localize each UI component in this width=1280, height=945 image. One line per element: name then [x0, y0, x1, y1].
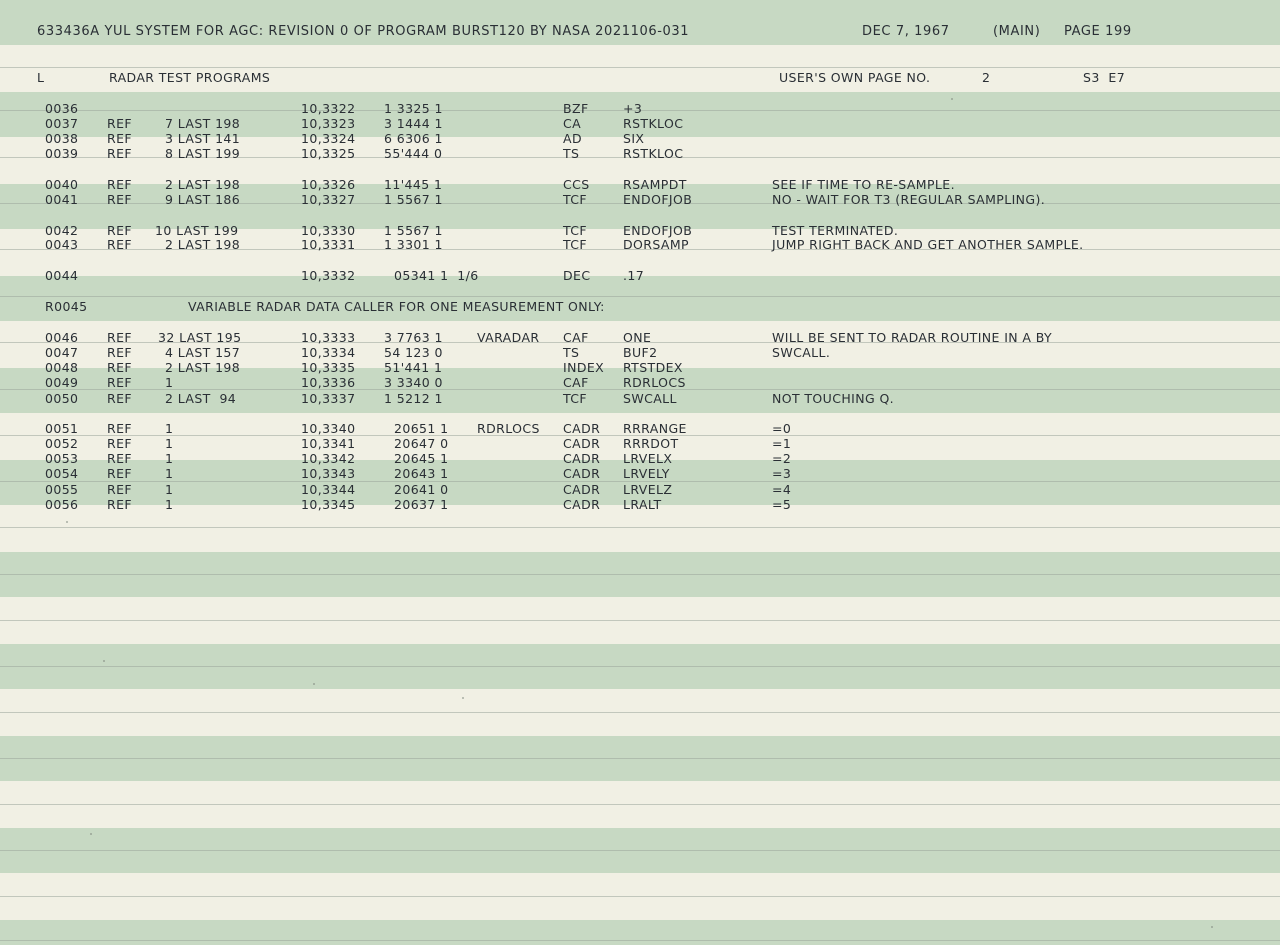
row	[0, 375, 1280, 390]
ref-info: 4 LAST 157	[165, 345, 241, 360]
comment: =1	[772, 436, 792, 451]
card-number: 0048	[45, 360, 79, 375]
symbol-label: RDRLOCS	[477, 421, 540, 436]
log-section-title: RADAR TEST PROGRAMS	[109, 70, 271, 85]
card-number: 0044	[45, 268, 79, 283]
header-page: PAGE 199	[1064, 24, 1132, 39]
row	[0, 223, 1280, 238]
octal-word: 6 6306 1	[384, 131, 443, 146]
comment: =2	[772, 451, 792, 466]
ref-tag: REF	[107, 391, 132, 406]
row	[0, 436, 1280, 451]
row	[0, 360, 1280, 375]
address: 10,3326	[301, 177, 356, 192]
card-number: 0041	[45, 192, 79, 207]
octal-word: 20645 1	[394, 451, 449, 466]
opcode: INDEX	[563, 360, 605, 375]
header-section: (MAIN)	[993, 24, 1041, 39]
paper-rule	[0, 296, 1280, 297]
own-page-number: 2	[982, 70, 991, 85]
octal-word: 1 5567 1	[384, 192, 443, 207]
comment: =4	[772, 482, 792, 497]
paper-speck	[103, 660, 105, 662]
address: 10,3324	[301, 131, 356, 146]
card-number: 0038	[45, 131, 79, 146]
comment: TEST TERMINATED.	[772, 223, 899, 238]
ref-info: 2 LAST 198	[165, 360, 241, 375]
paper-speck	[1211, 926, 1213, 928]
comment: SWCALL.	[772, 345, 831, 360]
ref-info: 1	[165, 451, 174, 466]
log-mark: L	[37, 70, 45, 85]
address: 10,3337	[301, 391, 356, 406]
opcode: CADR	[563, 451, 601, 466]
octal-word: 1 5212 1	[384, 391, 443, 406]
ref-info: 1	[165, 375, 174, 390]
ref-info: 10 LAST 199	[155, 223, 239, 238]
ref-info: 1	[165, 436, 174, 451]
operand: RDRLOCS	[623, 375, 686, 390]
operand: ONE	[623, 330, 652, 345]
row	[0, 268, 1280, 283]
card-number: 0049	[45, 375, 79, 390]
operand: SWCALL	[623, 391, 677, 406]
octal-word: 54 123 0	[384, 345, 443, 360]
card-number: 0051	[45, 421, 79, 436]
operand: DORSAMP	[623, 237, 689, 252]
address: 10,3340	[301, 421, 356, 436]
opcode: TCF	[563, 223, 588, 238]
row	[0, 146, 1280, 161]
card-number: 0053	[45, 451, 79, 466]
paper-rule	[0, 527, 1280, 528]
row	[0, 330, 1280, 345]
address: 10,3333	[301, 330, 356, 345]
opcode: CCS	[563, 177, 590, 192]
ref-tag: REF	[107, 375, 132, 390]
opcode: TCF	[563, 391, 588, 406]
paper-rule	[0, 758, 1280, 759]
ref-tag: REF	[107, 146, 132, 161]
ref-tag: REF	[107, 223, 132, 238]
operand: ENDOFJOB	[623, 192, 693, 207]
card-number: 0036	[45, 101, 79, 116]
card-number: 0040	[45, 177, 79, 192]
ref-info: 9 LAST 186	[165, 192, 241, 207]
opcode: CA	[563, 116, 582, 131]
paper-speck	[90, 833, 92, 835]
paper-rule	[0, 850, 1280, 851]
opcode: TS	[563, 146, 580, 161]
address: 10,3344	[301, 482, 356, 497]
opcode: CADR	[563, 421, 601, 436]
opcode: CADR	[563, 436, 601, 451]
octal-word: 1 3325 1	[384, 101, 443, 116]
paper-speck	[462, 697, 464, 699]
row	[0, 131, 1280, 146]
ref-tag: REF	[107, 482, 132, 497]
comment: JUMP RIGHT BACK AND GET ANOTHER SAMPLE.	[772, 237, 1084, 252]
operand: ENDOFJOB	[623, 223, 693, 238]
row	[0, 482, 1280, 497]
ref-tag: REF	[107, 436, 132, 451]
row	[0, 192, 1280, 207]
ref-info: 7 LAST 198	[165, 116, 241, 131]
symbol-label: VARADAR	[477, 330, 540, 345]
row	[0, 391, 1280, 406]
card-number: 0054	[45, 466, 79, 481]
operand: RSTKLOC	[623, 116, 684, 131]
comment: =0	[772, 421, 792, 436]
row	[0, 421, 1280, 436]
paper-rule	[0, 712, 1280, 713]
card-number: 0055	[45, 482, 79, 497]
ref-tag: REF	[107, 116, 132, 131]
ref-tag: REF	[107, 451, 132, 466]
address: 10,3325	[301, 146, 356, 161]
address: 10,3345	[301, 497, 356, 512]
ref-tag: REF	[107, 177, 132, 192]
octal-word: 11'445 1	[384, 177, 443, 192]
ref-tag: REF	[107, 497, 132, 512]
octal-word: 55'444 0	[384, 146, 443, 161]
ref-info: 1	[165, 482, 174, 497]
address: 10,3331	[301, 237, 356, 252]
comment: WILL BE SENT TO RADAR ROUTINE IN A BY	[772, 330, 1053, 345]
ref-tag: REF	[107, 330, 132, 345]
opcode: TCF	[563, 192, 588, 207]
card-number: 0039	[45, 146, 79, 161]
octal-word: 51'441 1	[384, 360, 443, 375]
paper-rule	[0, 666, 1280, 667]
paper-rule	[0, 620, 1280, 621]
octal-word: 3 7763 1	[384, 330, 443, 345]
section-card-number: R0045	[45, 299, 88, 314]
own-page-label: USER'S OWN PAGE NO.	[779, 70, 931, 85]
paper-speck	[313, 683, 315, 685]
opcode: CAF	[563, 330, 589, 345]
row	[0, 177, 1280, 192]
operand: BUF2	[623, 345, 658, 360]
opcode: TCF	[563, 237, 588, 252]
address: 10,3334	[301, 345, 356, 360]
octal-word: 3 3340 0	[384, 375, 443, 390]
ref-info: 1	[165, 497, 174, 512]
row	[0, 497, 1280, 512]
octal-word: 20647 0	[394, 436, 449, 451]
paper-rule	[0, 67, 1280, 68]
octal-word: 20643 1	[394, 466, 449, 481]
section-title: VARIABLE RADAR DATA CALLER FOR ONE MEASUREMENT ONLY:	[188, 299, 605, 314]
address: 10,3323	[301, 116, 356, 131]
octal-word: 1 3301 1	[384, 237, 443, 252]
operand: LRVELX	[623, 451, 673, 466]
paper-rule	[0, 574, 1280, 575]
card-number: 0056	[45, 497, 79, 512]
card-number: 0042	[45, 223, 79, 238]
ref-tag: REF	[107, 345, 132, 360]
comment: =5	[772, 497, 792, 512]
paper-speck	[951, 98, 953, 100]
log-code: S3 E7	[1083, 70, 1126, 85]
ref-tag: REF	[107, 237, 132, 252]
operand: RRRANGE	[623, 421, 687, 436]
paper-speck	[66, 521, 68, 523]
address: 10,3332	[301, 268, 356, 283]
header-title: 633436A YUL SYSTEM FOR AGC: REVISION 0 OF PROGRAM BURST120 BY NASA 2021106-031	[37, 24, 690, 39]
comment: SEE IF TIME TO RE-SAMPLE.	[772, 177, 955, 192]
card-number: 0043	[45, 237, 79, 252]
ref-info: 3 LAST 141	[165, 131, 241, 146]
opcode: CADR	[563, 482, 601, 497]
octal-word: 20651 1	[394, 421, 449, 436]
row	[0, 116, 1280, 131]
octal-word: 20637 1	[394, 497, 449, 512]
ref-tag: REF	[107, 131, 132, 146]
address: 10,3343	[301, 466, 356, 481]
card-number: 0047	[45, 345, 79, 360]
operand: LRVELZ	[623, 482, 673, 497]
header-date: DEC 7, 1967	[862, 24, 950, 39]
opcode: DEC	[563, 268, 591, 283]
address: 10,3322	[301, 101, 356, 116]
operand: LRALT	[623, 497, 662, 512]
comment: =3	[772, 466, 792, 481]
ref-info: 1	[165, 466, 174, 481]
row	[0, 451, 1280, 466]
octal-word: 3 1444 1	[384, 116, 443, 131]
opcode: CAF	[563, 375, 589, 390]
ref-tag: REF	[107, 360, 132, 375]
operand: +3	[623, 101, 643, 116]
paper-rule	[0, 940, 1280, 941]
comment: NO - WAIT FOR T3 (REGULAR SAMPLING).	[772, 192, 1046, 207]
octal-word: 1 5567 1	[384, 223, 443, 238]
operand: SIX	[623, 131, 645, 146]
card-number: 0046	[45, 330, 79, 345]
operand: RSAMPDT	[623, 177, 687, 192]
operand: LRVELY	[623, 466, 670, 481]
operand: RRRDOT	[623, 436, 679, 451]
operand: .17	[623, 268, 645, 283]
address: 10,3341	[301, 436, 356, 451]
ref-info: 2 LAST 198	[165, 177, 241, 192]
card-number: 0037	[45, 116, 79, 131]
octal-word: 05341 1 1/6	[394, 268, 479, 283]
row	[0, 466, 1280, 481]
opcode: TS	[563, 345, 580, 360]
ref-info: 8 LAST 199	[165, 146, 241, 161]
row	[0, 345, 1280, 360]
address: 10,3342	[301, 451, 356, 466]
opcode: CADR	[563, 466, 601, 481]
address: 10,3330	[301, 223, 356, 238]
address: 10,3336	[301, 375, 356, 390]
row	[0, 237, 1280, 252]
address: 10,3327	[301, 192, 356, 207]
ref-info: 32 LAST 195	[158, 330, 242, 345]
paper-rule	[0, 896, 1280, 897]
operand: RTSTDEX	[623, 360, 683, 375]
row	[0, 101, 1280, 116]
ref-info: 2 LAST 198	[165, 237, 241, 252]
octal-word: 20641 0	[394, 482, 449, 497]
address: 10,3335	[301, 360, 356, 375]
paper-rule	[0, 804, 1280, 805]
ref-tag: REF	[107, 192, 132, 207]
card-number: 0052	[45, 436, 79, 451]
opcode: BZF	[563, 101, 589, 116]
ref-tag: REF	[107, 421, 132, 436]
comment: NOT TOUCHING Q.	[772, 391, 895, 406]
ref-info: 1	[165, 421, 174, 436]
opcode: CADR	[563, 497, 601, 512]
opcode: AD	[563, 131, 582, 146]
ref-info: 2 LAST 94	[165, 391, 237, 406]
card-number: 0050	[45, 391, 79, 406]
ref-tag: REF	[107, 466, 132, 481]
operand: RSTKLOC	[623, 146, 684, 161]
